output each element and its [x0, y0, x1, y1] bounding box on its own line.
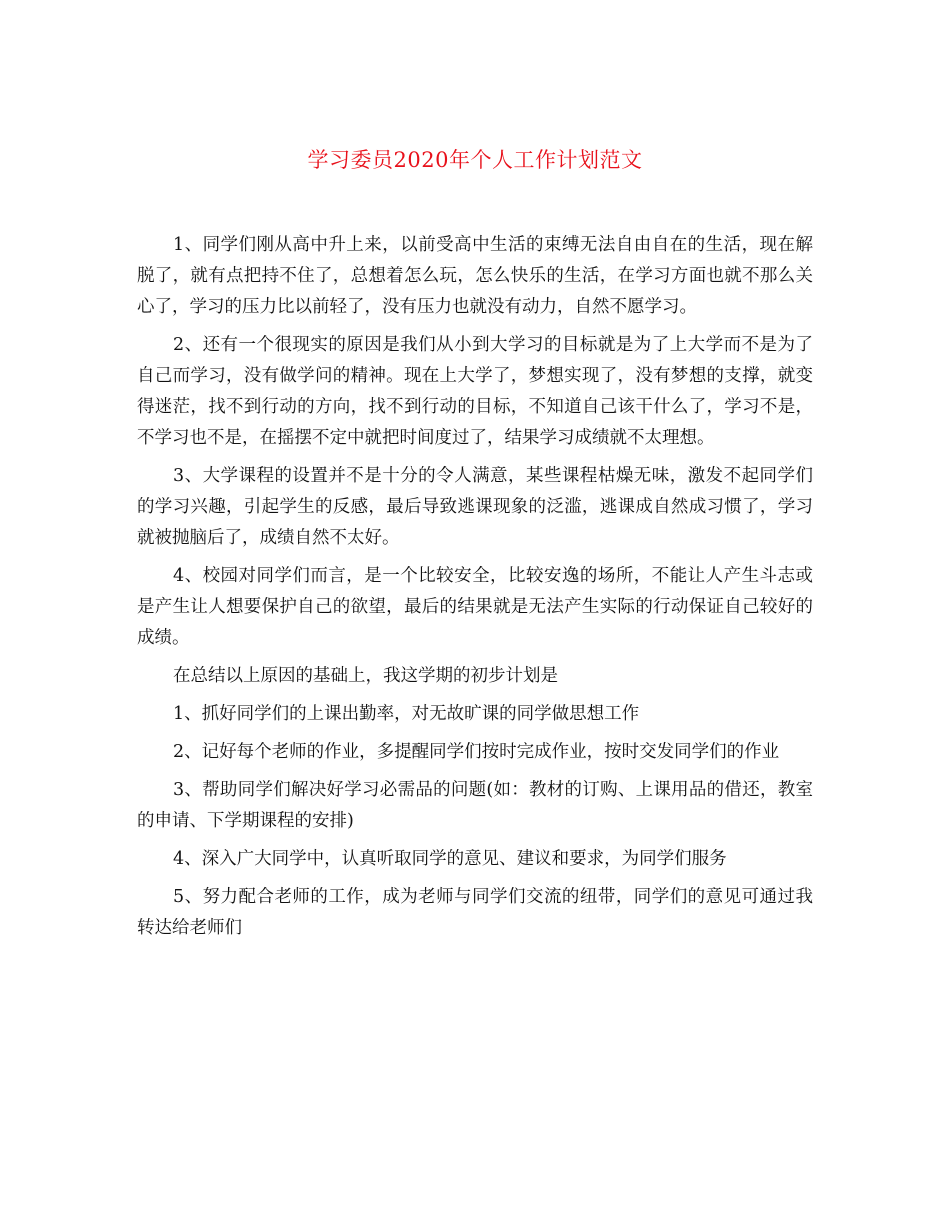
paragraph-4: 4、校园对同学们而言，是一个比较安全，比较安逸的场所，不能让人产生斗志或是产生让人想要保护自己的欲望，最后的结果就是无法产生实际的行动保证自己较好的成绩。: [137, 566, 813, 648]
paragraph-3: 3、大学课程的设置并不是十分的令人满意，某些课程枯燥无味，激发不起同学们的学习兴趣，引起学生的反感，最后导致逃课现象的泛滥，逃课成自然成习惯了，学习就被抛脑后了，成绩自然不太好。: [137, 466, 813, 548]
paragraph-1: 1、同学们刚从高中升上来，以前受高中生活的束缚无法自由自在的生活，现在解脱了，就有点把持不住了，总想着怎么玩，怎么快乐的生活，在学习方面也就不那么关心了，学习的压力比以前轻了，没有压力也就没有动力，自然不愿学习。: [137, 235, 813, 317]
document-body: [137, 230, 813, 951]
plan-item-3: 3、帮助同学们解决好学习必需品的问题(如：教材的订购、上课用品的借还，教室的申请、下学期课程的安排): [137, 780, 813, 831]
paragraph-2: 2、还有一个很现实的原因是我们从小到大学习的目标就是为了上大学而不是为了自己而学习，没有做学问的精神。现在上大学了，梦想实现了，没有梦想的支撑，就变得迷茫，找不到行动的方向，找不到行动的目标，不知道自己该干什么了，学习不是，不学习也不是，在摇摆不定中就把时间度过了，结果学习成绩就不太理想。: [137, 335, 813, 448]
plan-item-2: 2、记好每个老师的作业，多提醒同学们按时完成作业，按时交发同学们的作业: [173, 742, 780, 762]
plan-item-4: 4、深入广大同学中，认真听取同学的意见、建议和要求，为同学们服务: [173, 849, 727, 869]
document-title: 学习委员2020年个人工作计划范文: [307, 148, 643, 172]
plan-intro: 在总结以上原因的基础上，我这学期的初步计划是: [173, 666, 558, 686]
plan-item-5: 5、努力配合老师的工作，成为老师与同学们交流的纽带，同学们的意见可通过我转达给老师们: [137, 887, 813, 938]
plan-item-1: 1、抓好同学们的上课出勤率，对无故旷课的同学做思想工作: [173, 704, 640, 724]
